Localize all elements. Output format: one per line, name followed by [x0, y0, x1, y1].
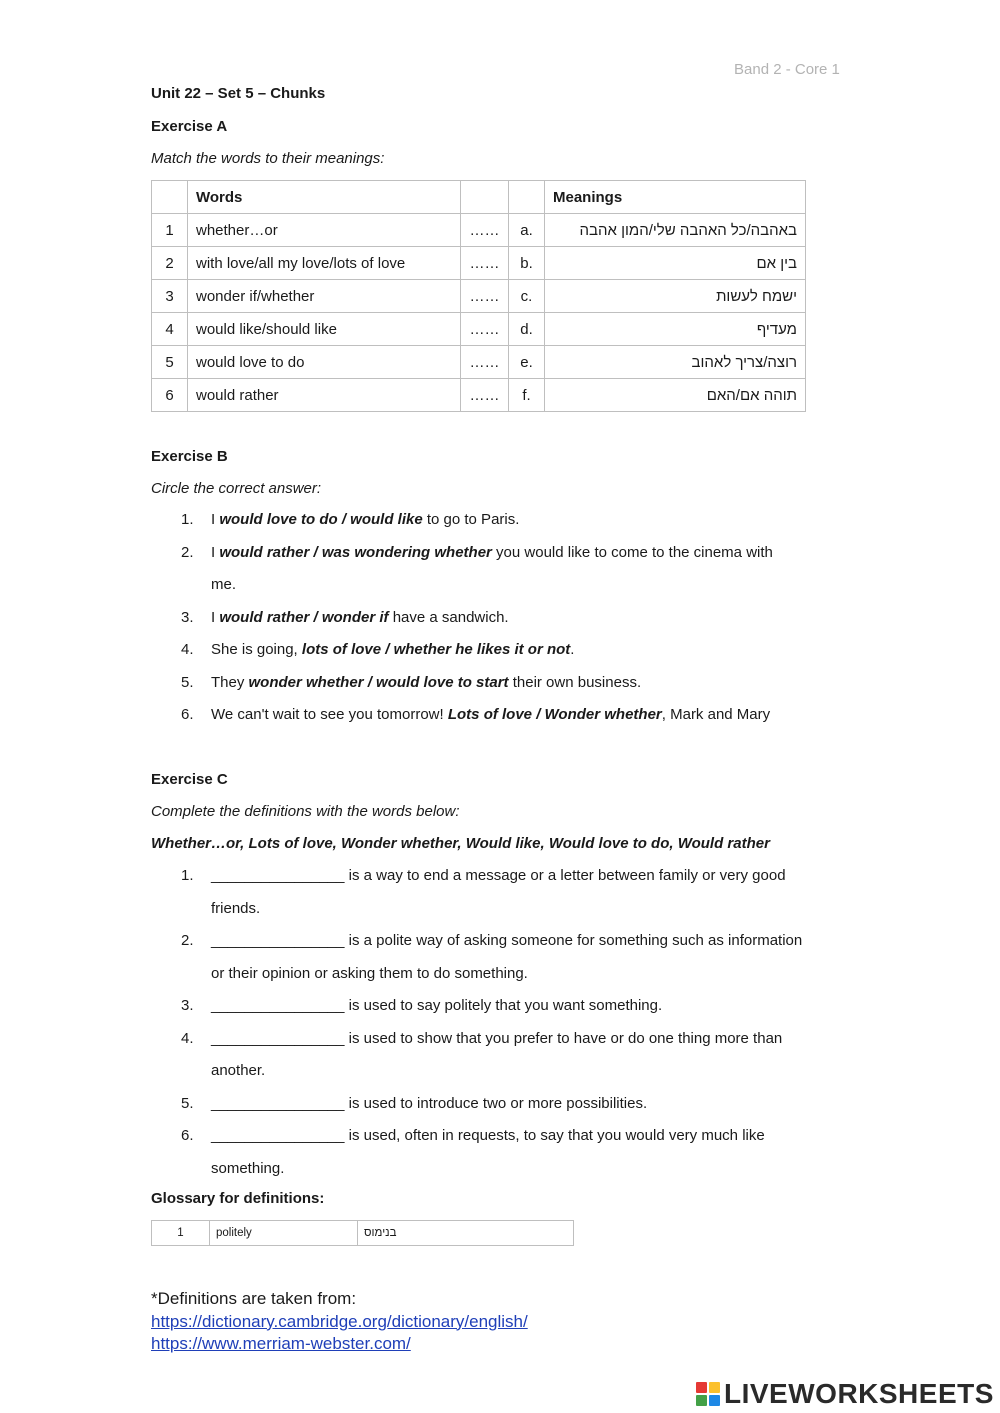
- item-number: 4.: [181, 641, 194, 658]
- exercise-c-title: Exercise C: [151, 771, 228, 788]
- header-cell-num: [152, 181, 188, 214]
- list-item: [151, 699, 851, 732]
- exercise-c-list: [151, 860, 851, 1185]
- row-meaning: ישמח לעשות: [545, 280, 806, 313]
- answer-choice[interactable]: wonder whether / would love to start: [248, 673, 509, 691]
- row-letter: d.: [509, 313, 545, 346]
- answer-choice[interactable]: lots of love / whether he likes it or not: [301, 641, 571, 658]
- cambridge-link[interactable]: https://dictionary.cambridge.org/dictionary/english/: [151, 1311, 528, 1331]
- row-letter: a.: [509, 214, 545, 247]
- table-row: [152, 1221, 574, 1246]
- answer-choice[interactable]: would rather / wonder if: [219, 608, 389, 626]
- page-title: Unit 22 – Set 5 – Chunks: [151, 85, 326, 102]
- item-text-post: , Mark and Mary: [661, 706, 771, 723]
- item-text-pre: We can't wait to see you tomorrow!: [211, 706, 448, 723]
- list-item: [151, 602, 851, 635]
- row-meaning: תוהה אם/האם: [545, 379, 806, 412]
- glossary-table: [151, 1220, 574, 1246]
- header-cell-meanings: Meanings: [545, 181, 806, 214]
- definition-text: is a polite way of asking someone for something such as information: [344, 932, 803, 949]
- item-text-pre: They: [211, 673, 249, 691]
- item-number: 2.: [181, 543, 194, 561]
- item-text-continued: me.: [211, 576, 237, 593]
- row-meaning: בין אם: [545, 247, 806, 280]
- item-text-post: have a sandwich.: [388, 608, 509, 626]
- item-text-pre: I: [211, 608, 220, 626]
- row-letter: e.: [509, 346, 545, 379]
- glossary-title: Glossary for definitions:: [151, 1190, 325, 1207]
- row-word: with love/all my love/lots of love: [188, 247, 461, 280]
- item-number: 6.: [181, 1127, 194, 1144]
- exercise-b-title: Exercise B: [151, 448, 228, 465]
- answer-blank[interactable]: ……: [461, 379, 509, 412]
- answer-blank[interactable]: ________________: [211, 997, 345, 1014]
- row-number: 3: [152, 280, 188, 313]
- list-item: [151, 1088, 851, 1121]
- glossary-word: politely: [210, 1221, 358, 1246]
- answer-blank[interactable]: ________________: [211, 1094, 345, 1112]
- list-item: [151, 860, 851, 925]
- definition-text: is used to introduce two or more possibilities.: [344, 1094, 648, 1112]
- item-text-pre: She is going,: [211, 641, 302, 658]
- exercise-b-instruction: Circle the correct answer:: [151, 480, 322, 497]
- item-number: 5.: [181, 1094, 194, 1112]
- answer-choice[interactable]: would rather / was wondering whether: [219, 543, 492, 561]
- logo-text: LIVEWORKSHEETS: [724, 1378, 994, 1409]
- header-cell-answer: [461, 181, 509, 214]
- row-number: 2: [152, 247, 188, 280]
- answer-blank[interactable]: ________________: [211, 932, 345, 949]
- row-number: 4: [152, 313, 188, 346]
- logo-square-blue: [709, 1395, 720, 1406]
- item-number: 2.: [181, 932, 194, 949]
- table-row: [152, 214, 806, 247]
- glossary-number: 1: [152, 1221, 210, 1246]
- definition-continued: something.: [211, 1159, 285, 1177]
- table-row: [152, 280, 806, 313]
- logo-square-yellow: [709, 1382, 720, 1393]
- list-item: [151, 990, 851, 1023]
- row-number: 1: [152, 214, 188, 247]
- definition-text: is used, often in requests, to say that you would very much like: [344, 1127, 765, 1144]
- exercise-a-instruction: Match the words to their meanings:: [151, 150, 385, 167]
- matching-table: [151, 180, 806, 412]
- row-word: wonder if/whether: [188, 280, 461, 313]
- answer-blank[interactable]: ……: [461, 214, 509, 247]
- word-bank: Whether…or, Lots of love, Wonder whether, Would like, Would love to do, Would rather: [151, 835, 770, 852]
- list-item: [151, 925, 851, 990]
- merriam-webster-link[interactable]: https://www.merriam-webster.com/: [151, 1334, 411, 1353]
- answer-choice[interactable]: Lots of love / Wonder whether: [447, 706, 662, 723]
- table-row: [152, 247, 806, 280]
- answer-blank[interactable]: ……: [461, 247, 509, 280]
- sources-label: *Definitions are taken from:: [151, 1289, 357, 1308]
- list-item: [151, 504, 851, 537]
- header-cell-letter: [509, 181, 545, 214]
- row-word: would love to do: [188, 346, 461, 379]
- definition-continued: friends.: [211, 899, 261, 917]
- answer-choice[interactable]: would love to do / would like: [219, 511, 423, 528]
- row-meaning: רוצה/צריך לאהוב: [545, 346, 806, 379]
- item-number: 3.: [181, 997, 194, 1014]
- logo-square-red: [696, 1382, 707, 1393]
- answer-blank[interactable]: ……: [461, 346, 509, 379]
- row-letter: c.: [509, 280, 545, 313]
- answer-blank[interactable]: ________________: [211, 1127, 345, 1144]
- exercise-a-title: Exercise A: [151, 118, 228, 135]
- item-number: 1.: [181, 867, 194, 884]
- row-word: whether…or: [188, 214, 461, 247]
- list-item: [151, 667, 851, 700]
- row-meaning: מעדיף: [545, 313, 806, 346]
- row-meaning: באהבה/כל האהבה שלי/המון אהבה: [545, 214, 806, 247]
- table-row: [152, 379, 806, 412]
- table-header-row: [152, 181, 806, 214]
- item-text-pre: I: [211, 511, 220, 528]
- definition-text: is used to say politely that you want something.: [344, 997, 663, 1014]
- item-text-post: you would like to come to the cinema with: [491, 543, 773, 561]
- row-word: would rather: [188, 379, 461, 412]
- exercise-b-list: [151, 504, 851, 732]
- answer-blank[interactable]: ________________: [211, 867, 345, 884]
- sources: [151, 1288, 528, 1356]
- row-number: 5: [152, 346, 188, 379]
- item-text-pre: I: [211, 543, 220, 561]
- item-text-post: to go to Paris.: [422, 511, 520, 528]
- answer-blank[interactable]: ……: [461, 313, 509, 346]
- item-number: 5.: [181, 673, 194, 691]
- list-item: [151, 1120, 851, 1185]
- answer-blank[interactable]: ……: [461, 280, 509, 313]
- glossary-meaning: בנימוס: [358, 1221, 574, 1246]
- row-letter: b.: [509, 247, 545, 280]
- list-item: [151, 634, 851, 667]
- table-row: [152, 346, 806, 379]
- table-row: [152, 313, 806, 346]
- header-cell-words: Words: [188, 181, 461, 214]
- item-text-post: .: [570, 641, 575, 658]
- item-number: 3.: [181, 608, 194, 626]
- item-number: 6.: [181, 706, 194, 723]
- item-number: 4.: [181, 1029, 194, 1047]
- definition-text: is a way to end a message or a letter between family or very good: [344, 867, 786, 884]
- logo-square-green: [696, 1395, 707, 1406]
- item-number: 1.: [181, 511, 194, 528]
- list-item: [151, 537, 851, 602]
- row-letter: f.: [509, 379, 545, 412]
- definition-text: is used to show that you prefer to have or do one thing more than: [344, 1029, 783, 1047]
- liveworksheets-logo: [696, 1378, 994, 1410]
- row-word: would like/should like: [188, 313, 461, 346]
- row-number: 6: [152, 379, 188, 412]
- definition-continued: another.: [211, 1062, 266, 1079]
- answer-blank[interactable]: ________________: [211, 1029, 345, 1047]
- item-text-post: their own business.: [508, 673, 642, 691]
- logo-icon: [696, 1382, 720, 1406]
- header-band: Band 2 - Core 1: [734, 61, 840, 78]
- definition-continued: or their opinion or asking them to do something.: [211, 964, 528, 982]
- exercise-c-instruction: Complete the definitions with the words below:: [151, 803, 460, 820]
- list-item: [151, 1023, 851, 1088]
